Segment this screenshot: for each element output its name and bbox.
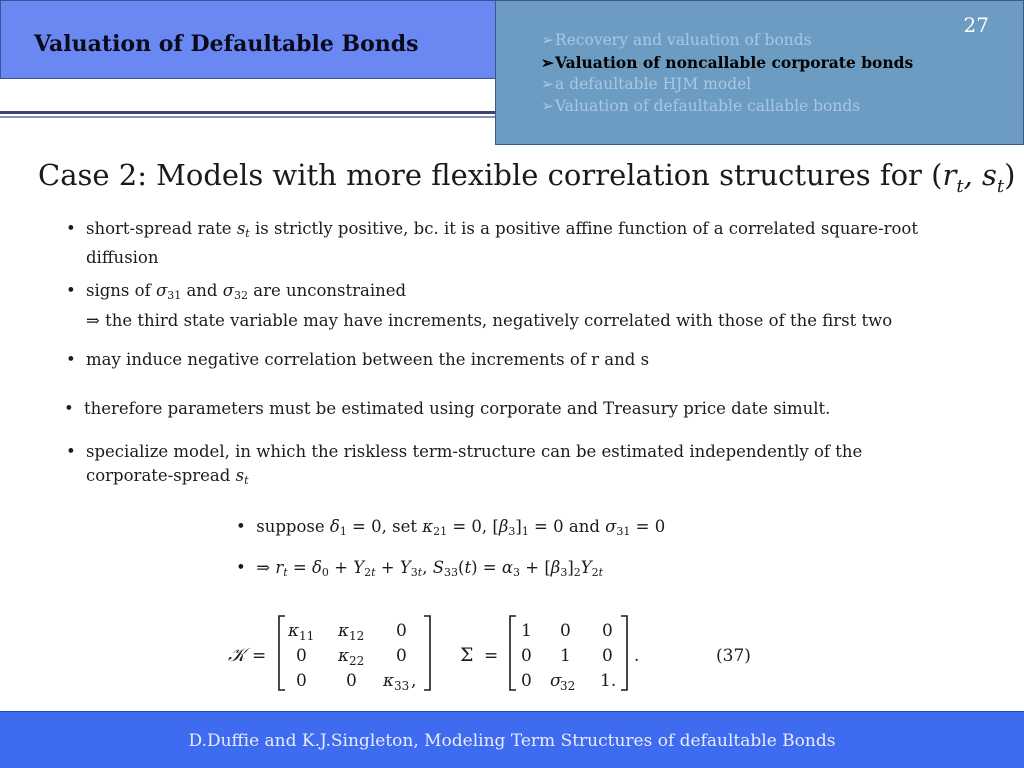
svg-text:0: 0: [396, 621, 407, 641]
footer-bar: [0, 711, 1024, 768]
svg-text:κ: κ: [338, 621, 350, 641]
bullet-signs-sigma: • signs of $\sigma_{31}$ and $\sigma_{32}$ are unconstrained: [66, 281, 407, 302]
svg-text:σ: σ: [550, 671, 562, 691]
svg-text:1: 1: [560, 646, 571, 666]
svg-text:12: 12: [349, 629, 365, 643]
svg-text:33: 33: [394, 679, 410, 693]
nav-item-callable[interactable]: ➢Valuation of defaultable callable bonds: [541, 97, 861, 115]
svg-text:0: 0: [396, 646, 407, 666]
title-box: [0, 0, 496, 79]
svg-text:0: 0: [346, 671, 357, 691]
bullet-dot-icon: •: [66, 350, 76, 369]
svg-text:=: =: [252, 646, 267, 666]
svg-text:1: 1: [521, 621, 532, 641]
svg-text:κ: κ: [338, 646, 350, 666]
arrow-bullet-icon: ➢: [541, 97, 554, 115]
svg-text:0: 0: [521, 671, 532, 691]
svg-text:32: 32: [560, 679, 576, 693]
svg-text:𝒦: 𝒦: [228, 644, 246, 666]
bullet-estimation: • therefore parameters must be estimated using corporate and Treasury price date simult.: [64, 397, 984, 421]
svg-text:Σ: Σ: [460, 644, 474, 666]
svg-text:22: 22: [349, 654, 365, 668]
nav-item-recovery[interactable]: ➢Recovery and valuation of bonds: [541, 31, 812, 49]
header-rule: [0, 111, 496, 114]
matrix-equation: [228, 612, 788, 694]
arrow-bullet-icon: ➢: [541, 75, 554, 93]
svg-text:0: 0: [602, 646, 613, 666]
svg-text:1.: 1.: [600, 671, 617, 691]
svg-text:0: 0: [521, 646, 532, 666]
arrow-bullet-icon: ➢: [541, 53, 554, 72]
equation-number: (37): [716, 646, 751, 666]
sub-bullet-suppose: • suppose $\delta_1 = 0$, set $\kappa_{21} = 0$, $[\beta_3]_1 = 0$ and $\sigma_{31} = 0$: [236, 517, 666, 538]
page-number: 27: [963, 13, 989, 37]
bullet-positive-spread: • short-spread rate st is strictly positive, bc. it is a positive affine function of a correlated square-root diffusion: [66, 219, 918, 267]
header-rule-thin: [0, 116, 496, 118]
svg-text:0: 0: [296, 671, 307, 691]
slide-title: Valuation of Defaultable Bonds: [34, 31, 419, 57]
heading-math: ($r_t$, $s_t$): [931, 158, 1016, 197]
implication-line: ⇒ the third state variable may have increments, negatively correlated with those of the first two: [86, 311, 893, 330]
implies-icon: ⇒: [256, 558, 271, 577]
case-heading: Case 2: Models with more flexible correlation structures for ($r_t$, $s_t$): [38, 158, 1016, 197]
svg-text:κ: κ: [383, 671, 395, 691]
bullet-dot-icon: •: [64, 399, 74, 418]
nav-item-hjm[interactable]: ➢a defaultable HJM model: [541, 75, 752, 93]
outline-nav: [495, 0, 1024, 145]
arrow-bullet-icon: ➢: [541, 31, 554, 49]
matrix-equation-svg: [228, 612, 788, 694]
svg-text:κ: κ: [288, 621, 300, 641]
bullet-dot-icon: •: [66, 442, 76, 461]
svg-text:.: .: [634, 646, 640, 666]
bullet-dot-icon: •: [236, 517, 246, 536]
svg-text:0: 0: [560, 621, 571, 641]
svg-text:,: ,: [411, 671, 417, 691]
bullet-dot-icon: •: [66, 219, 76, 238]
nav-item-noncallable[interactable]: ➢Valuation of noncallable corporate bonds: [541, 53, 914, 72]
implies-icon: ⇒: [86, 311, 100, 330]
svg-text:11: 11: [299, 629, 315, 643]
footer-citation: D.Duffie and K.J.Singleton, Modeling Term Structures of defaultable Bonds: [188, 731, 836, 751]
svg-text:0: 0: [296, 646, 307, 666]
bullet-dot-icon: •: [66, 281, 76, 300]
svg-text:0: 0: [602, 621, 613, 641]
bullet-specialize-model: • specialize model, in which the riskless term-structure can be estimated independently of the corporate-spread st: [66, 442, 863, 487]
svg-text:=: =: [484, 646, 499, 666]
sub-bullet-rate-equation: • ⇒ rt = $\delta_0 + Y2t + Y3t$, $S_{33}(t) = \alpha_3 + [\beta_3]_2Y2t$: [236, 558, 604, 579]
bullet-negative-correlation: • may induce negative correlation between the increments of r and s: [66, 348, 986, 372]
bullet-dot-icon: •: [236, 558, 246, 577]
